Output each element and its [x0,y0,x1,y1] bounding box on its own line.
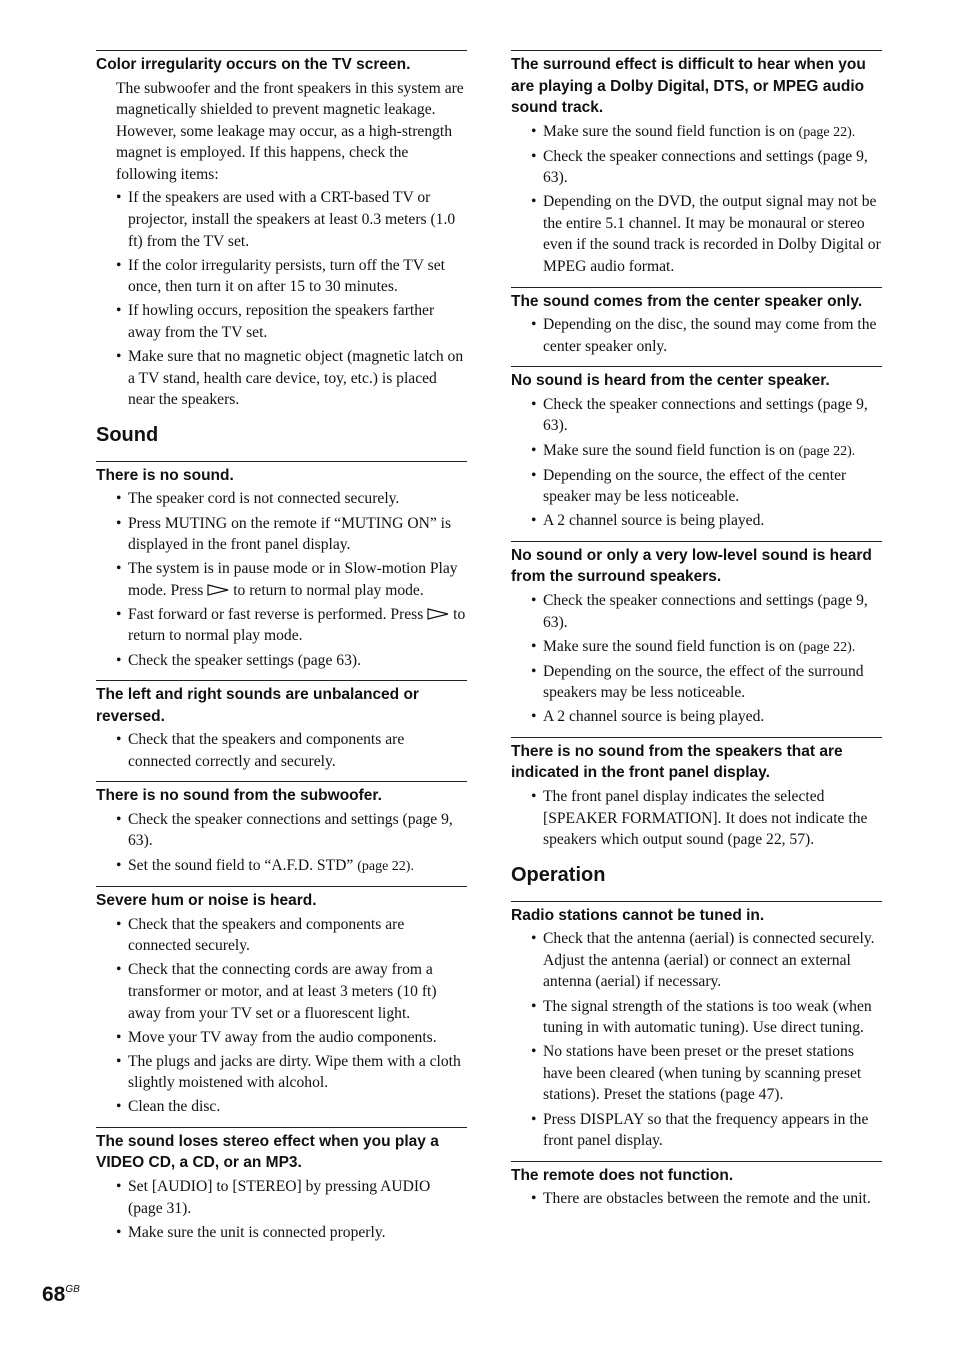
left-column [96,50,467,1246]
page-reference: (page 22). [357,858,414,874]
bullet-list [96,1176,467,1243]
topic-heading: There is no sound from the subwoofer. [96,787,382,805]
topic-hum-noise [96,886,467,1118]
page-number [42,1283,80,1307]
bullet-list [96,187,467,410]
topic-heading: The surround effect is difficult to hear when you are playing a Dolby Digital, DTS, or MPEG audio sound track. [511,56,866,116]
bullet-list [511,928,882,1151]
play-icon [427,608,449,620]
bullet-list [96,809,467,877]
bullet-list [511,394,882,532]
list-item: • No stations have been preset or the preset stations have been cleared (when tuning by scanning preset stations). Preset the stations (page 47). [511,1041,882,1106]
list-item-text: Make sure the sound field function is on [543,637,795,655]
topic-heading: No sound is heard from the center speaker. [511,372,830,390]
topic-heading: The sound comes from the center speaker only. [511,292,863,310]
list-item [96,855,467,878]
bullet-list [511,1188,882,1210]
list-item: • If the speakers are used with a CRT-based TV or projector, install the speakers at least 0.3 meters (1.0 ft) from the TV set. [96,187,467,252]
list-item [511,636,882,659]
list-item: • The front panel display indicates the selected [SPEAKER FORMATION]. It does not indicate the speakers which output sound (page 22, 57). [511,786,882,851]
topic-no-subwoofer [96,781,467,877]
topic-heading: There is no sound. [96,466,234,484]
topic-stereo-effect [96,1127,467,1243]
section-title-sound: Sound [96,423,159,446]
page-number-value: 68 [42,1283,66,1306]
list-item: • The signal strength of the stations is too weak (when tuning in with automatic tuning). Use direct tuning. [511,996,882,1039]
topic-heading: Color irregularity occurs on the TV screen. [96,56,411,73]
list-item: • Set [AUDIO] to [STEREO] by pressing AUDIO (page 31). [96,1176,467,1219]
list-item: • Depending on the source, the effect of the surround speakers may be less noticeable. [511,661,882,704]
topic-heading: Severe hum or noise is heard. [96,892,317,910]
topic-heading: The left and right sounds are unbalanced or reversed. [96,686,419,725]
list-item: • Make sure that no magnetic object (magnetic latch on a TV stand, health care device, toy, etc.) is placed near the speakers. [96,346,467,411]
list-item: • A 2 channel source is being played. [511,510,882,532]
topic-heading: Radio stations cannot be tuned in. [511,906,765,924]
list-item [96,558,467,601]
list-item [511,121,882,144]
topic-center-only [511,287,882,358]
page-number-suffix: GB [65,1284,80,1295]
list-item: • Check the speaker connections and settings (page 9, 63). [511,394,882,437]
list-item: • A 2 channel source is being played. [511,706,882,728]
topic-unbalanced [96,680,467,772]
list-item: • Press MUTING on the remote if “MUTING ON” is displayed in the front panel display. [96,513,467,556]
topic-heading: There is no sound from the speakers that are indicated in the front panel display. [511,742,843,782]
play-icon [207,584,229,596]
list-item: • Check that the speakers and components are connected correctly and securely. [96,729,467,772]
section-title-operation: Operation [511,863,606,886]
list-item: • Check the speaker connections and settings (page 9, 63). [511,146,882,189]
list-item-text: to return to normal play mode. [233,581,424,599]
list-item [511,440,882,463]
topic-surround-effect [511,50,882,278]
bullet-list [96,488,467,671]
list-item: • Depending on the disc, the sound may come from the center speaker only. [511,314,882,357]
page-reference: (page 22). [798,443,856,459]
bullet-list [511,590,882,728]
topic-heading: No sound or only a very low-level sound is heard from the surround speakers. [511,546,872,586]
topic-radio [511,901,882,1152]
list-item: • Move your TV away from the audio components. [96,1027,467,1049]
topic-intro: The subwoofer and the front speakers in this system are magnetically shielded to prevent magnetic leakage. However, some leakage may occur, as a high-strength magnet is employed. If this happens, check the following items: [116,79,464,183]
list-item-text: Fast forward or fast reverse is performed. Press [128,605,424,623]
list-item: • Press DISPLAY so that the frequency appears in the front panel display. [511,1109,882,1152]
list-item: • Check that the speakers and components are connected securely. [96,914,467,957]
list-item: • Check the speaker settings (page 63). [96,650,467,672]
list-item: • The speaker cord is not connected securely. [96,488,467,510]
list-item: • If the color irregularity persists, turn off the TV set once, then turn it on after 15 to 30 minutes. [96,255,467,298]
bullet-list [511,786,882,851]
page-reference: (page 22). [798,124,856,140]
bullet-list [511,314,882,357]
topic-heading: The remote does not function. [511,1166,734,1184]
list-item: • Check the speaker connections and settings (page 9, 63). [96,809,467,852]
page-reference: (page 22). [798,639,856,655]
topic-remote [511,1161,882,1210]
list-item: • There are obstacles between the remote and the unit. [511,1188,882,1210]
bullet-list [96,729,467,772]
list-item: • Make sure the unit is connected properly. [96,1222,467,1244]
list-item-text: Make sure the sound field function is on [543,122,795,140]
list-item-text: The system is in pause mode or in Slow-motion Play mode. Press [128,560,458,599]
list-item-text: to return to normal play mode. [128,605,466,645]
topic-color-irregularity [96,50,467,411]
list-item: • Depending on the DVD, the output signal may not be the entire 5.1 channel. It may be monaural or stereo even if the sound track is recorded in Dolby Digital or MPEG audio format. [511,191,882,277]
list-item-text: Set the sound field to “A.F.D. STD” [128,856,354,874]
topic-low-surround [511,541,882,728]
topic-no-speaker-sound [511,737,882,851]
list-item: • Depending on the source, the effect of the center speaker may be less noticeable. [511,465,882,508]
list-item: • The plugs and jacks are dirty. Wipe them with a cloth slightly moistened with alcohol. [96,1051,467,1094]
list-item: • Check the speaker connections and settings (page 9, 63). [511,590,882,633]
right-column [511,50,882,1212]
list-item: • Clean the disc. [96,1096,467,1118]
list-item [96,604,467,647]
topic-heading: The sound loses stereo effect when you play a VIDEO CD, a CD, or an MP3. [96,1132,439,1172]
list-item: • Check that the connecting cords are away from a transformer or motor, and at least 3 meters (10 ft) away from your TV set or a fluorescent light. [96,959,467,1024]
list-item: • Check that the antenna (aerial) is connected securely. Adjust the antenna (aerial) or connect an external antenna (aerial) if necessary. [511,928,882,993]
bullet-list [511,121,882,278]
topic-no-center-sound [511,366,882,532]
list-item-text: Make sure the sound field function is on [543,441,795,459]
list-item: • If howling occurs, reposition the speakers farther away from the TV set. [96,300,467,343]
bullet-list [96,914,467,1118]
topic-no-sound [96,461,467,671]
